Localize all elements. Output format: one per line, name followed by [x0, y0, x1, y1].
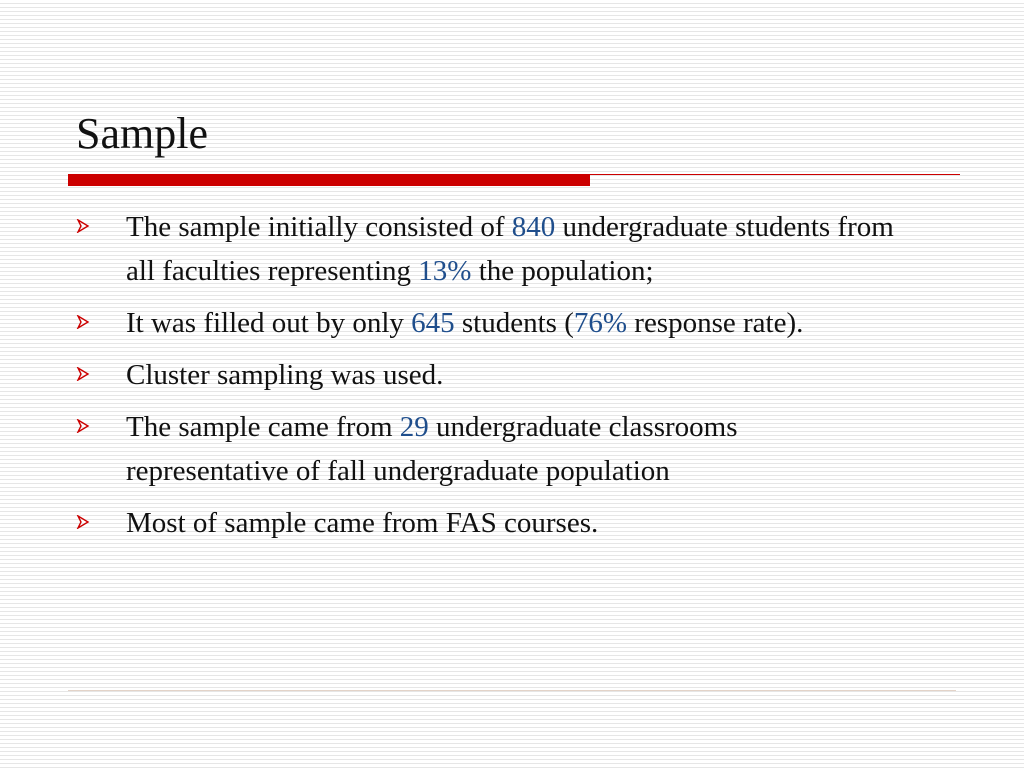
bullet-item	[74, 205, 904, 293]
stat-value: 13%	[418, 255, 472, 287]
bullet-text-segment: undergraduate students from all faculties representing	[126, 211, 894, 287]
stat-value: 76%	[573, 307, 628, 339]
bullet-item	[74, 501, 904, 545]
bullet-text	[126, 359, 443, 391]
bullet-text-segment: Most of sample came from FAS courses.	[126, 507, 599, 539]
bullet-text-segment: The sample initially consisted of	[126, 211, 512, 243]
bullet-text	[126, 307, 803, 339]
bullet-text-segment: Cluster sampling was used.	[126, 359, 444, 391]
bullet-text-segment: undergraduate classrooms representative of fall undergraduate population	[126, 411, 738, 487]
stat-value: 840	[511, 211, 556, 243]
stat-value: 645	[411, 307, 455, 339]
bullet-item	[74, 405, 904, 493]
arrow-bullet-icon	[76, 219, 90, 233]
bullet-list	[74, 205, 904, 553]
bullet-text-segment: It was filled out by only	[126, 307, 412, 339]
bullet-text	[126, 411, 738, 487]
bullet-text-segment: The sample came from	[126, 411, 400, 443]
bullet-text	[126, 507, 598, 539]
bullet-text-segment: response rate).	[627, 307, 804, 339]
arrow-bullet-icon	[76, 515, 90, 529]
arrow-bullet-icon	[76, 419, 90, 433]
bullet-item	[74, 301, 904, 345]
title-underline-thin	[590, 174, 960, 175]
footer-divider	[68, 690, 956, 691]
arrow-bullet-icon	[76, 367, 90, 381]
stat-value: 29	[399, 411, 429, 443]
slide-title: Sample	[76, 109, 208, 158]
bullet-text-segment: students (	[454, 307, 574, 339]
bullet-text-segment: the population;	[471, 255, 654, 287]
bullet-text	[126, 211, 894, 287]
title-underline-thick	[68, 174, 590, 186]
arrow-bullet-icon	[76, 315, 90, 329]
bullet-item	[74, 353, 904, 397]
